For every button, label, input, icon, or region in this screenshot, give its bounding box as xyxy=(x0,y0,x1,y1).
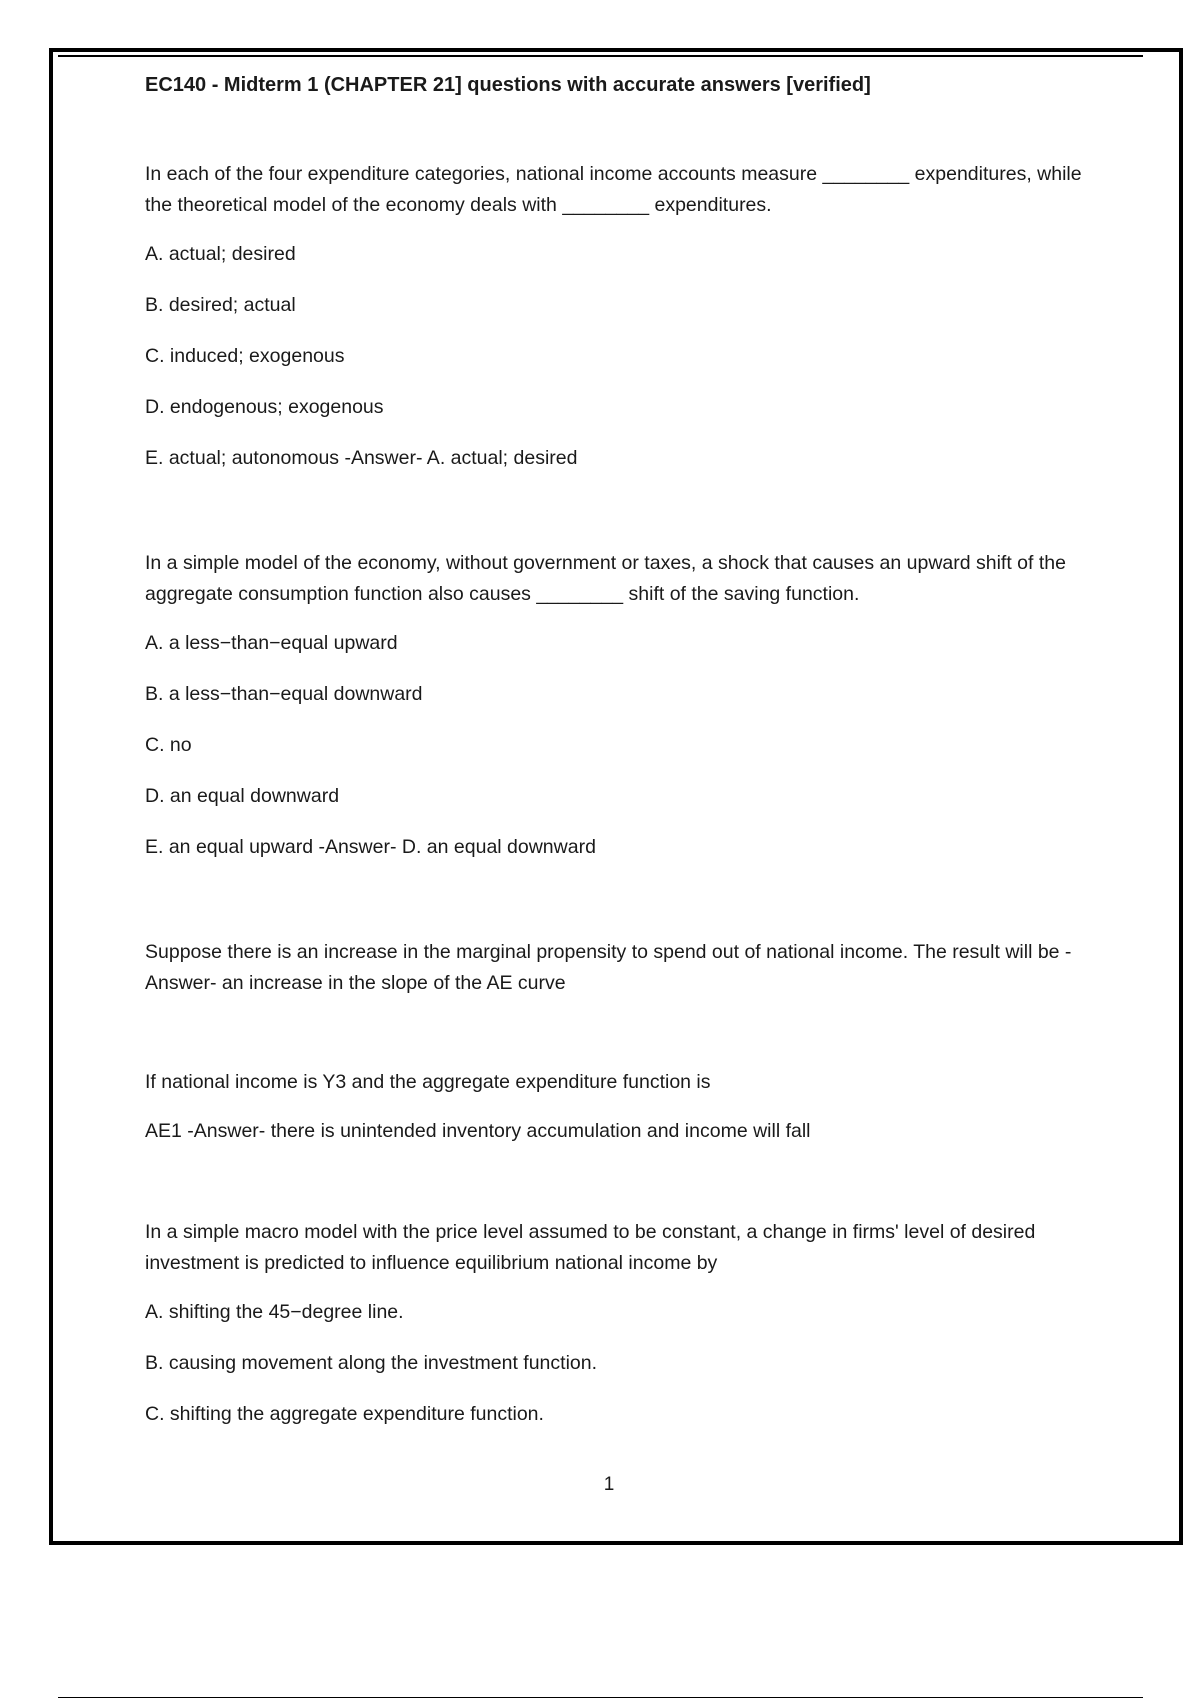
answer-option: C. no xyxy=(145,734,192,756)
answer-option-with-answer: E. actual; autonomous -Answer- A. actual; desired xyxy=(145,447,578,469)
question-4 xyxy=(145,1067,1085,1147)
spacer xyxy=(145,494,1085,548)
question-stem-with-answer: Suppose there is an increase in the marginal propensity to spend out of national income. The result will be -Answer- an increase in the slope of the AE curve xyxy=(145,941,1072,994)
answer-option: A. actual; desired xyxy=(145,243,296,265)
question-stem: In a simple macro model with the price level assumed to be constant, a change in firms' level of desired investment is predicted to influence equilibrium national income by xyxy=(145,1221,1036,1274)
question-stem: In a simple model of the economy, without government or taxes, a shock that causes an upward shift of the aggregate consumption function also causes ________ shift of the saving function. xyxy=(145,552,1066,605)
answer-option: B. causing movement along the investment function. xyxy=(145,1352,598,1374)
question-1 xyxy=(145,159,1085,474)
answer-option: D. endogenous; exogenous xyxy=(145,396,384,418)
page-number: 1 xyxy=(603,1474,615,1495)
question-5 xyxy=(145,1217,1085,1430)
document-title: EC140 - Midterm 1 (CHAPTER 21] questions with accurate answers [verified] xyxy=(145,74,871,96)
answer-option: A. shifting the 45−degree line. xyxy=(145,1301,404,1323)
bottom-rule xyxy=(58,1697,1143,1698)
document-body xyxy=(145,70,1085,1450)
answer-option: C. induced; exogenous xyxy=(145,345,345,367)
answer-option: A. a less−than−equal upward xyxy=(145,632,398,654)
answer-option: C. shifting the aggregate expenditure function. xyxy=(145,1403,544,1425)
answer-option: D. an equal downward xyxy=(145,785,340,807)
answer-line: AE1 -Answer- there is unintended inventory accumulation and income will fall xyxy=(145,1120,811,1142)
answer-option-with-answer: E. an equal upward -Answer- D. an equal downward xyxy=(145,836,596,858)
question-stem: In each of the four expenditure categories, national income accounts measure ________ expenditures, while the theoretical model of the economy deals with ________ expenditures. xyxy=(145,163,1082,216)
spacer xyxy=(145,1167,1085,1217)
spacer xyxy=(145,883,1085,937)
answer-option: B. desired; actual xyxy=(145,294,296,316)
answer-option: B. a less−than−equal downward xyxy=(145,683,423,705)
question-stem: If national income is Y3 and the aggregate expenditure function is xyxy=(145,1071,711,1093)
question-3 xyxy=(145,937,1085,999)
question-2 xyxy=(145,548,1085,863)
spacer xyxy=(145,1017,1085,1067)
